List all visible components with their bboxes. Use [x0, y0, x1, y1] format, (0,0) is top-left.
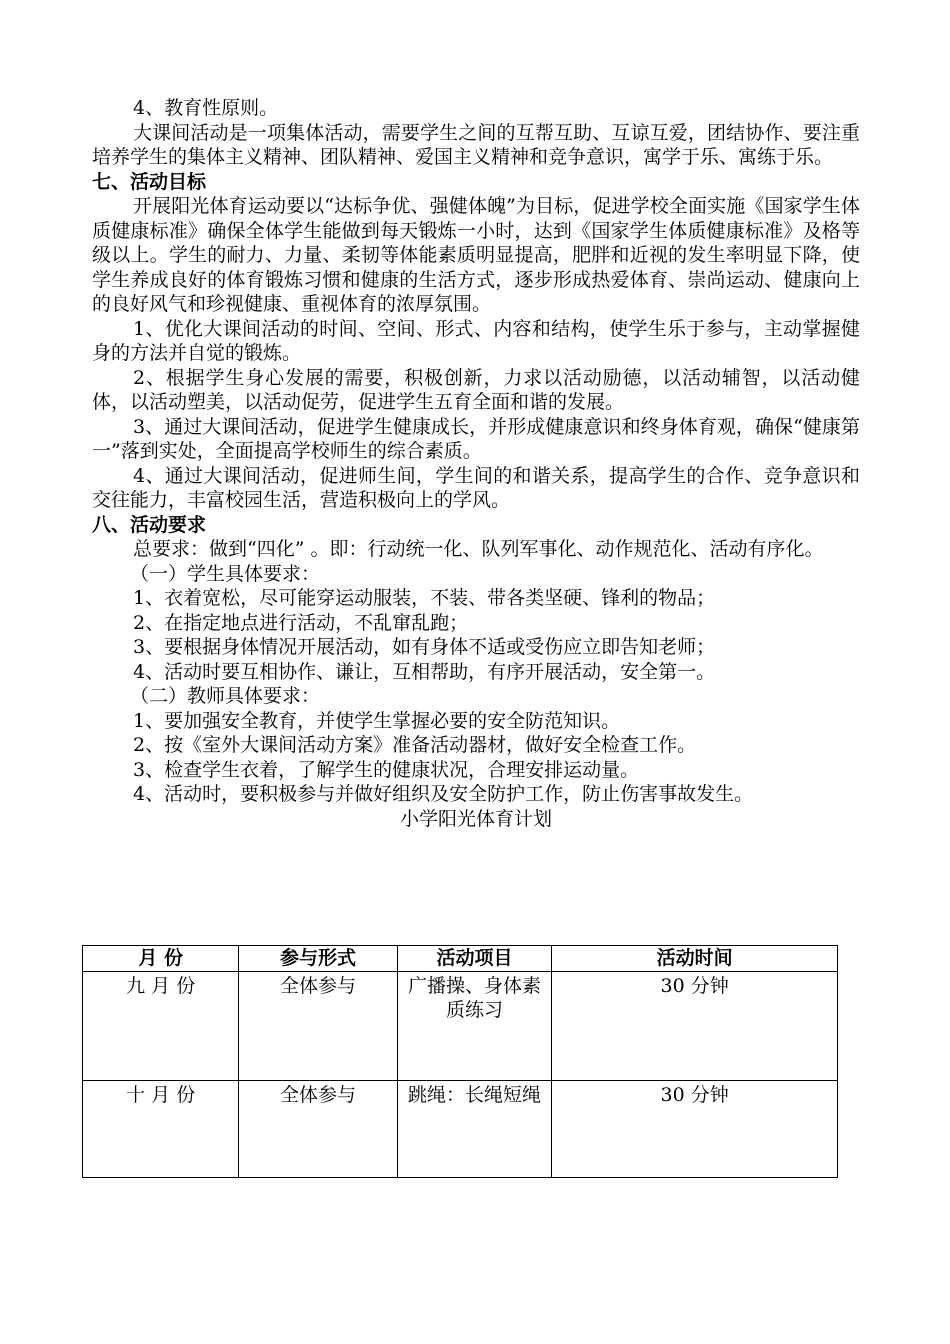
- students-requirements-title: （一）学生具体要求：: [130, 562, 321, 585]
- section-7-goal-3: 3、通过大课间活动，促进学生健康成长，并形成健康意识和终身体育观，确保“健康第一”落到实处，全面提高学校师生的综合素质。: [92, 415, 860, 462]
- header-form: 参与形式: [239, 946, 397, 972]
- section-8-summary: 总要求：做到“四化” 。即：行动统一化、队列军事化、动作规范化、活动有序化。: [133, 538, 824, 560]
- cell-item: 广播操、身体素质练习: [397, 971, 551, 1080]
- student-requirement-3: 3、要根据身体情况开展活动，如有身体不适或受伤应立即告知老师；: [133, 636, 716, 658]
- plan-title: 小学阳光体育计划: [399, 807, 552, 830]
- student-requirement-1: 1、衣着宽松，尽可能穿运动服装，不装、带各类坚硬、锋利的物品；: [133, 587, 716, 609]
- cell-form: 全体参与: [239, 1080, 397, 1177]
- teacher-requirement-1: 1、要加强安全教育，并使学生掌握必要的安全防范知识。: [133, 709, 621, 732]
- cell-time: 30 分钟: [552, 971, 838, 1080]
- student-requirement-2: 2、在指定地点进行活动，不乱窜乱跑；: [133, 611, 469, 634]
- section-7-goal-4: 4、通过大课间活动，促进师生间，学生间的和谐关系，提高学生的合作、竞争意识和交往能力，丰富校园生活，营造积极向上的学风。: [92, 464, 860, 511]
- header-item: 活动项目: [397, 946, 551, 972]
- plan-table: [82, 945, 838, 1178]
- section-7-goal-2: 2、根据学生身心发展的需要，积极创新，力求以活动励德，以活动辅智，以活动健体，以活动塑美，以活动促劳，促进学生五育全面和谐的发展。: [92, 366, 860, 413]
- document-page: [92, 96, 860, 831]
- plan-table-header-row: [83, 946, 838, 972]
- section-7-intro: 开展阳光体育运动要以“达标争优、强健体魄”为目标，促进学校全面实施《国家学生体质健康标准》确保全体学生能做到每天锻炼一小时，达到《国家学生体质健康标准》及格等级以上。学生的耐力、力量、柔韧等体能素质明显提高，肥胖和近视的发生率明显下降，使学生养成良好的体育锻炼习惯和健康的生活方式，逐步形成热爱体育、崇尚运动、健康向上的良好风气和珍视健康、重视体育的浓厚氛围。: [92, 195, 860, 315]
- table-row: [83, 1080, 838, 1177]
- teachers-requirements-title: （二）教师具体要求：: [130, 685, 321, 707]
- section-8-heading: 八、活动要求: [92, 513, 207, 536]
- cell-time: 30 分钟: [552, 1080, 838, 1177]
- header-month: 月 份: [83, 946, 239, 972]
- cell-item: 跳绳：长绳短绳: [397, 1080, 551, 1177]
- cell-month: 十 月 份: [83, 1080, 239, 1177]
- cell-month: 九 月 份: [83, 971, 239, 1080]
- teacher-requirement-4: 4、活动时，要积极参与并做好组织及安全防护工作，防止伤害事故发生。: [133, 783, 754, 805]
- section-7-heading: 七、活动目标: [92, 170, 207, 193]
- paragraph-principle-4: 4、教育性原则。: [133, 97, 279, 119]
- header-time: 活动时间: [552, 946, 838, 972]
- paragraph-principle-4-body: 大课间活动是一项集体活动，需要学生之间的互帮互助、互谅互爱，团结协作、要注重培养学生的集体主义精神、团队精神、爱国主义精神和竞争意识，寓学于乐、寓练于乐。: [92, 121, 860, 168]
- table-row: [83, 971, 838, 1080]
- cell-form: 全体参与: [239, 971, 397, 1080]
- student-requirement-4: 4、活动时要互相协作、谦让，互相帮助，有序开展活动，安全第一。: [133, 660, 716, 683]
- section-7-goal-1: 1、优化大课间活动的时间、空间、形式、内容和结构，使学生乐于参与，主动掌握健身的方法并自觉的锻炼。: [92, 317, 860, 364]
- teacher-requirement-2: 2、按《室外大课间活动方案》准备活动器材，做好安全检查工作。: [133, 734, 697, 756]
- teacher-requirement-3: 3、检查学生衣着，了解学生的健康状况，合理安排运动量。: [133, 758, 640, 781]
